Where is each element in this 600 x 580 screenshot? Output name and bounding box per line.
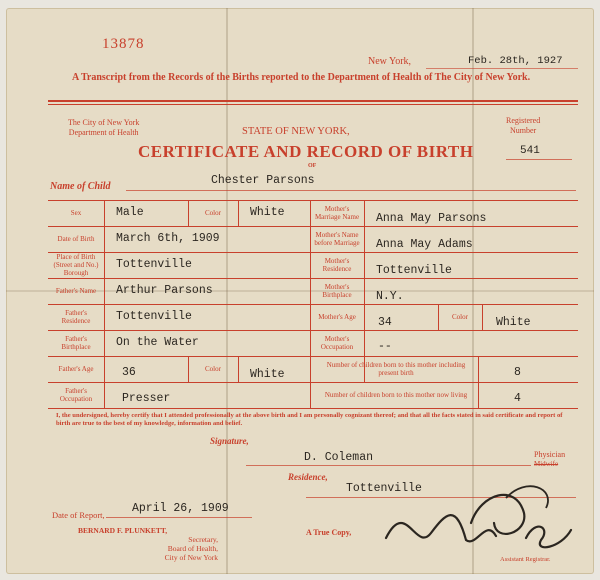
- mother-marriage-name-label: Mother's Marriage Name: [314, 205, 360, 221]
- name-of-child-label: Name of Child: [50, 181, 111, 192]
- children-born-label: Number of children born to this mother including present birth: [326, 361, 466, 377]
- residence-label: Residence,: [288, 472, 328, 482]
- serial-number: 13878: [102, 36, 145, 52]
- color-value: White: [496, 316, 531, 329]
- place: New York,: [368, 56, 412, 67]
- mother-birthplace-value: N.Y.: [376, 290, 404, 303]
- signature-label: Signature,: [210, 436, 249, 446]
- mother-age-value: 34: [378, 316, 392, 329]
- father-birthplace-value: On the Water: [116, 336, 199, 349]
- mother-occupation-value: --: [378, 340, 392, 353]
- mother-age-label: Mother's Age: [318, 313, 356, 321]
- children-living-value: 4: [514, 392, 521, 405]
- sex-label: Sex: [70, 209, 82, 217]
- father-age-label: Father's Age: [58, 365, 94, 373]
- father-occupation-value: Presser: [122, 392, 171, 405]
- color-value: White: [250, 206, 285, 219]
- date-of-birth-value: March 6th, 1909: [116, 232, 220, 245]
- children-born-value: 8: [514, 366, 521, 379]
- child-name: Chester Parsons: [211, 174, 315, 187]
- registered-label: Registered Number: [506, 116, 541, 135]
- father-birthplace-label: Father's Birthplace: [61, 335, 91, 351]
- mother-residence-value: Tottenville: [376, 264, 452, 277]
- date-of-birth-label: Date of Birth: [57, 235, 95, 243]
- transcript-text: A Transcript from the Records of the Births reported to the Department of Health of The City of New York.: [72, 72, 531, 83]
- mother-name-before-value: Anna May Adams: [376, 238, 473, 251]
- father-occupation-label: Father's Occupation: [59, 387, 93, 403]
- header-left: The City of New York Department of Health: [68, 118, 140, 137]
- mother-residence-label: Mother's Residence: [322, 257, 352, 273]
- date-of-report-value: April 26, 1909: [132, 502, 229, 515]
- color-value: White: [250, 368, 285, 381]
- registered-number: 541: [520, 145, 540, 157]
- mother-name-before-label: Mother's Name before Marriage: [314, 231, 360, 247]
- signature-value: D. Coleman: [304, 451, 374, 464]
- mother-marriage-name-value: Anna May Parsons: [376, 212, 487, 225]
- secretary-block: BERNARD F. PLUNKETT, Secretary, Board of Health, City of New York: [78, 526, 218, 562]
- father-residence-value: Tottenville: [116, 310, 192, 323]
- state-heading: STATE OF NEW YORK,: [242, 126, 350, 137]
- registrar-signature: [376, 478, 576, 568]
- midwife-label: Midwife: [534, 460, 559, 468]
- father-age-value: 36: [122, 366, 136, 379]
- mother-occupation-label: Mother's Occupation: [320, 335, 354, 351]
- color-label: Color: [452, 313, 468, 321]
- mother-birthplace-label: Mother's Birthplace: [322, 283, 352, 299]
- date-of-report-label: Date of Report,: [52, 510, 105, 520]
- of-label: OF: [308, 163, 317, 169]
- birth-certificate: [6, 8, 594, 574]
- children-living-label: Number of children born to this mother now living: [324, 391, 468, 399]
- physician-label: Physician: [534, 450, 566, 459]
- color-label: Color: [205, 209, 221, 217]
- certify-text: I, the undersigned, hereby certify that I attended professionally at the above birth and I am personally cognizant thereof; and that all the facts stated in said certificate and report of birth are true to the best of my knowledge, information and belief.: [56, 412, 563, 427]
- residence-value: Tottenville: [346, 482, 422, 495]
- true-copy-label: A True Copy,: [306, 528, 352, 537]
- color-label: Color: [205, 365, 221, 373]
- father-name-value: Arthur Parsons: [116, 284, 213, 297]
- father-residence-label: Father's Residence: [61, 309, 91, 325]
- place-of-birth-label: Place of Birth (Street and No.) Borough: [53, 253, 99, 277]
- certificate-title: CERTIFICATE AND RECORD OF BIRTH: [138, 142, 474, 161]
- issue-date: Feb. 28th, 1927: [468, 55, 563, 67]
- sex-value: Male: [116, 206, 144, 219]
- assistant-registrar-label: Assistant Registrar.: [500, 556, 551, 563]
- father-name-label: Father's Name: [55, 287, 97, 295]
- place-of-birth-value: Tottenville: [116, 258, 192, 271]
